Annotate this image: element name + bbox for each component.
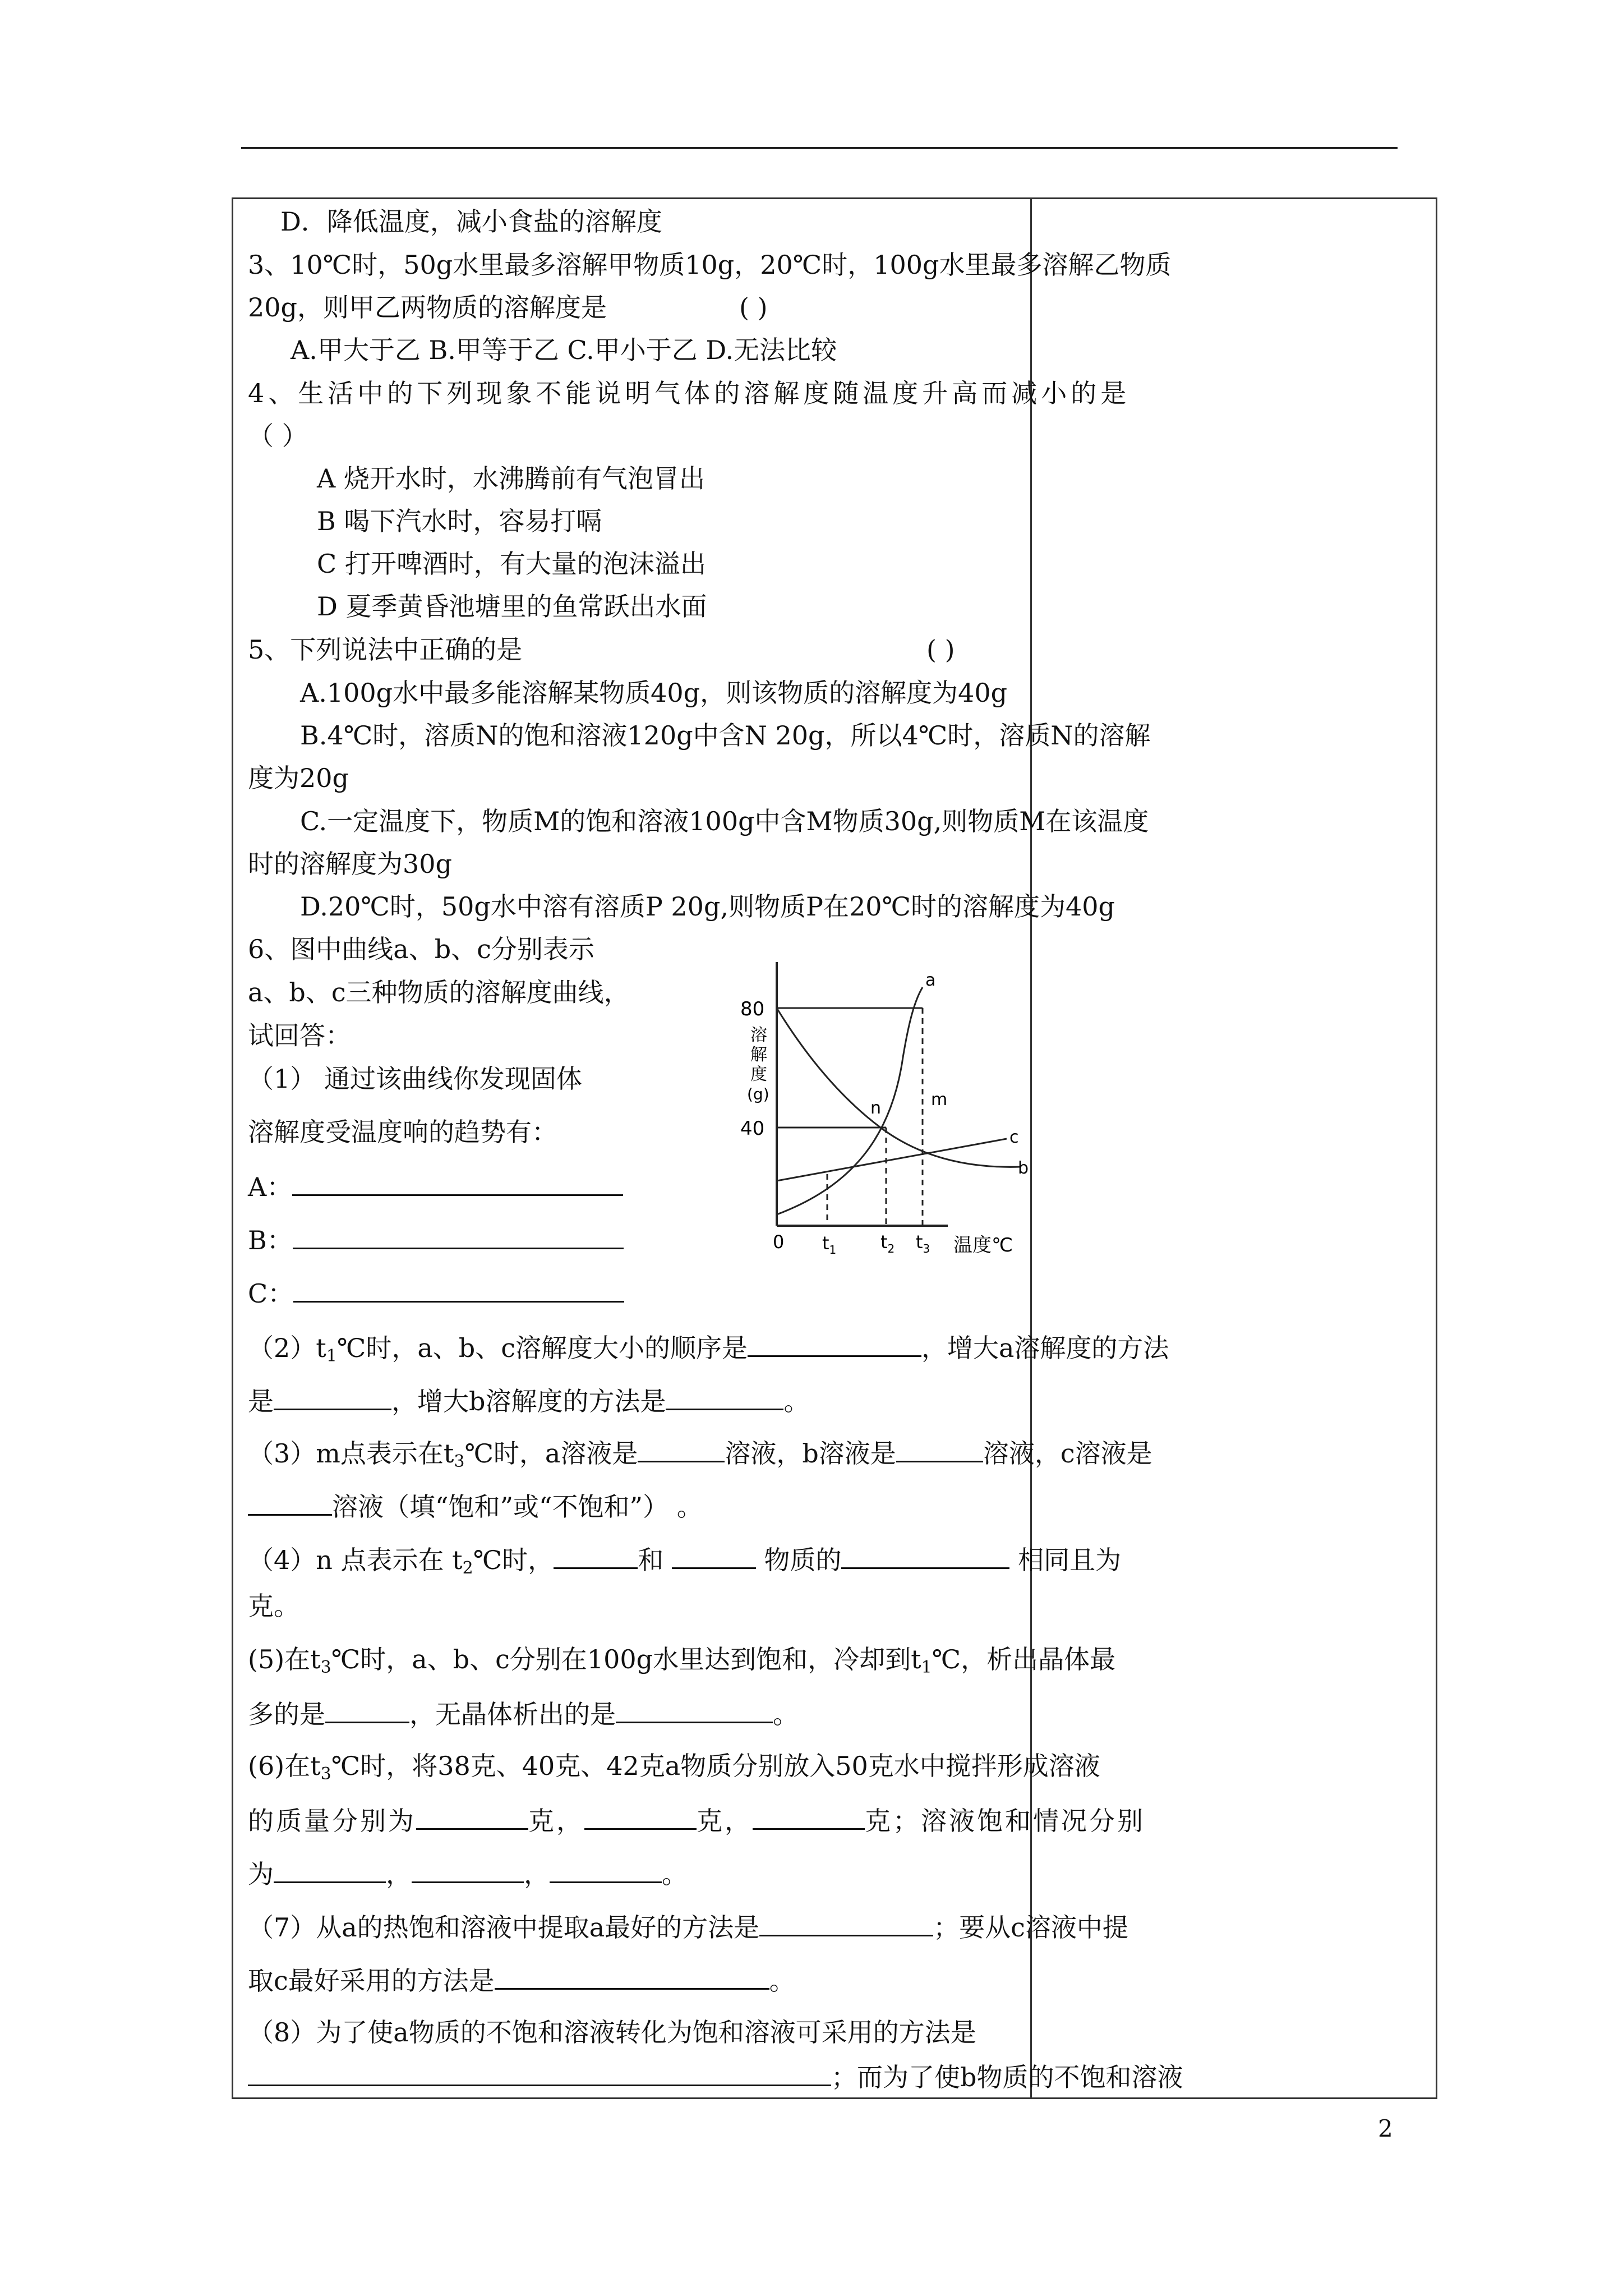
answer-blank-saturation3[interactable]	[550, 1857, 662, 1883]
q4-option-b: B 喝下汽水时，容易打嗝	[317, 506, 602, 536]
q3-options: A.甲大于乙 B.甲等于乙 C.甲小于乙 D.无法比较	[291, 335, 837, 365]
q5-option-d: D.20℃时，50g水中溶有溶质P 20g,则物质P在20℃时的溶解度为40g	[300, 891, 1115, 922]
q6-part3-line2: 溶液（填“饱和”或“不饱和”） 。	[248, 1489, 703, 1522]
answer-blank-n-property[interactable]	[841, 1543, 1009, 1569]
answer-blank-mass2[interactable]	[584, 1803, 697, 1830]
header-rule	[241, 147, 1398, 149]
answer-blank-increase-a[interactable]	[274, 1384, 391, 1410]
answer-blank-order-t1[interactable]	[748, 1331, 921, 1357]
answer-blank-c[interactable]	[293, 1276, 624, 1303]
answer-blank-b[interactable]	[293, 1223, 624, 1249]
q6-part7-line1: （7）从a的热饱和溶液中提取a最好的方法是 ；要从c溶液中提	[248, 1910, 1128, 1943]
q6-part2-line1: $(2)t_1℃$时，a、b、c溶解度大小的顺序是 ，增大a溶解度的方法	[248, 1331, 1169, 1372]
y-label-char3: 度	[750, 1065, 767, 1084]
label-b: B：	[248, 1225, 293, 1255]
q6-part4-line1: （4）n 点表示在 $t_2℃$时， 和 物质的 相同且为	[248, 1543, 1121, 1584]
curve-b-label: b	[1018, 1158, 1029, 1178]
x-tick-0: 0	[773, 1231, 785, 1253]
answer-blank-no-crystal[interactable]	[616, 1697, 773, 1723]
answer-blank-a[interactable]	[292, 1170, 623, 1196]
q5-answer-paren: ( )	[926, 634, 955, 665]
answer-blank-saturation2[interactable]	[412, 1857, 524, 1883]
q6-part6-line2: 的质量分别为 克， 克， 克；溶液饱和情况分别	[248, 1803, 1145, 1837]
q5-option-b-line1: B.4℃时，溶质N的饱和溶液120g中含N 20g，所以4℃时，溶质N的溶解	[300, 720, 1151, 751]
q6-part7-line2: 取c最好采用的方法是 。	[248, 1963, 795, 1996]
q6-part1-b	[248, 1223, 624, 1256]
q6-part5-line2: 多的是 ，无晶体析出的是 。	[248, 1697, 799, 1730]
answer-blank-mass1[interactable]	[416, 1803, 528, 1830]
q4-option-d: D 夏季黄昏池塘里的鱼常跃出水面	[317, 591, 707, 622]
q5-option-c-line1: C.一定温度下，物质M的饱和溶液100g中含M物质30g,则物质M在该温度	[300, 806, 1149, 836]
q6-line1: 6、图中曲线a、b、c分别表示	[248, 934, 594, 964]
answer-blank-m-c[interactable]	[248, 1489, 332, 1516]
x-tick-t2: $t_2$	[880, 1231, 895, 1255]
q5-stem: 5、下列说法中正确的是	[248, 634, 523, 665]
q6-part1-line2: 溶解度受温度响的趋势有：	[248, 1117, 557, 1147]
curve-c-label: c	[1009, 1128, 1019, 1147]
q5-option-c-line2: 时的溶解度为30g	[248, 849, 452, 879]
y-tick-40: 40	[740, 1117, 765, 1140]
q6-line3: 试回答：	[248, 1020, 351, 1051]
q6-line2: a、b、c三种物质的溶解度曲线，	[248, 977, 630, 1007]
q6-part6-line3: 为 ， ， 。	[248, 1857, 688, 1890]
q4-option-c: C 打开啤酒时，有大量的泡沫溢出	[317, 549, 706, 579]
x-tick-t3: $t_3$	[916, 1231, 930, 1255]
answer-blank-saturation1[interactable]	[274, 1857, 386, 1883]
answer-blank-extract-a[interactable]	[759, 1910, 933, 1936]
curve-c	[777, 1139, 1007, 1181]
q6-part1-c	[248, 1276, 624, 1309]
q6-part3-line1: （3）m点表示在$t_3℃$时，a溶液是 溶液，b溶液是 溶液，c溶液是	[248, 1436, 1152, 1478]
q6-part8-line1: （8）为了使a物质的不饱和溶液转化为饱和溶液可采用的方法是	[248, 2017, 976, 2047]
q3-answer-paren: ( )	[739, 292, 768, 323]
q6-part5-line1: (5)在$t_3℃$时，a、b、c分别在100g水里达到饱和，冷却到$t_1℃$，析出晶体最	[248, 1644, 1116, 1677]
point-n-label: n	[870, 1098, 882, 1118]
label-c: C：	[248, 1278, 294, 1309]
q6-part2-line2: 是 ，增大b溶解度的方法是 。	[248, 1384, 809, 1417]
q3-line1: 3、10℃时，50g水里最多溶解甲物质10g，20℃时，100g水里最多溶解乙物质	[248, 250, 1172, 280]
point-m-label: m	[931, 1090, 948, 1110]
answer-blank-most-crystal[interactable]	[325, 1697, 409, 1723]
q6-part4-line2: 克。	[248, 1591, 299, 1621]
q6-part1-a	[248, 1170, 623, 1203]
answer-blank-n-substance2[interactable]	[672, 1543, 756, 1569]
answer-blank-extract-c[interactable]	[495, 1963, 769, 1990]
answer-blank-saturate-a[interactable]	[248, 2060, 831, 2086]
y-label-char2: 解	[750, 1045, 767, 1065]
q6-part1-line1: （1） 通过该曲线你发现固体	[248, 1064, 582, 1094]
answer-blank-increase-b[interactable]	[666, 1384, 783, 1410]
solubility-curve-chart	[723, 934, 1043, 1271]
q4-option-a: A 烧开水时，水沸腾前有气泡冒出	[317, 463, 705, 494]
answer-blank-m-a[interactable]	[638, 1436, 725, 1462]
x-axis-label: 温度℃	[953, 1234, 1013, 1257]
y-tick-80: 80	[740, 998, 765, 1020]
curve-a-label: a	[925, 970, 936, 990]
y-label-unit: (g)	[747, 1085, 769, 1103]
x-tick-t1: $t_1$	[822, 1232, 837, 1257]
q6-part8-line2: ；而为了使b物质的不饱和溶液	[248, 2060, 1183, 2093]
q4-line1: 4、生活中的下列现象不能说明气体的溶解度随温度升高而减小的是	[248, 378, 1131, 408]
answer-blank-n-substance1[interactable]	[554, 1543, 638, 1569]
answer-blank-m-b[interactable]	[896, 1436, 983, 1462]
label-a: A：	[248, 1172, 293, 1202]
q5-option-a: A.100g水中最多能溶解某物质40g，则该物质的溶解度为40g	[300, 678, 1008, 708]
page-number: 2	[1378, 2115, 1393, 2142]
answer-blank-mass3[interactable]	[753, 1803, 865, 1830]
q6-part6-line1: (6)在$t_3℃$时，将38克、40克、42克a物质分别放入50克水中搅拌形成溶液	[248, 1751, 1100, 1784]
q3-line2: 20g，则甲乙两物质的溶解度是	[248, 292, 607, 323]
q5-option-b-line2: 度为20g	[248, 763, 349, 793]
y-label-char1: 溶	[750, 1025, 767, 1045]
q4-answer-paren: （ ）	[248, 421, 308, 451]
q2-option-d: D．降低温度，减小食盐的溶解度	[280, 206, 662, 237]
